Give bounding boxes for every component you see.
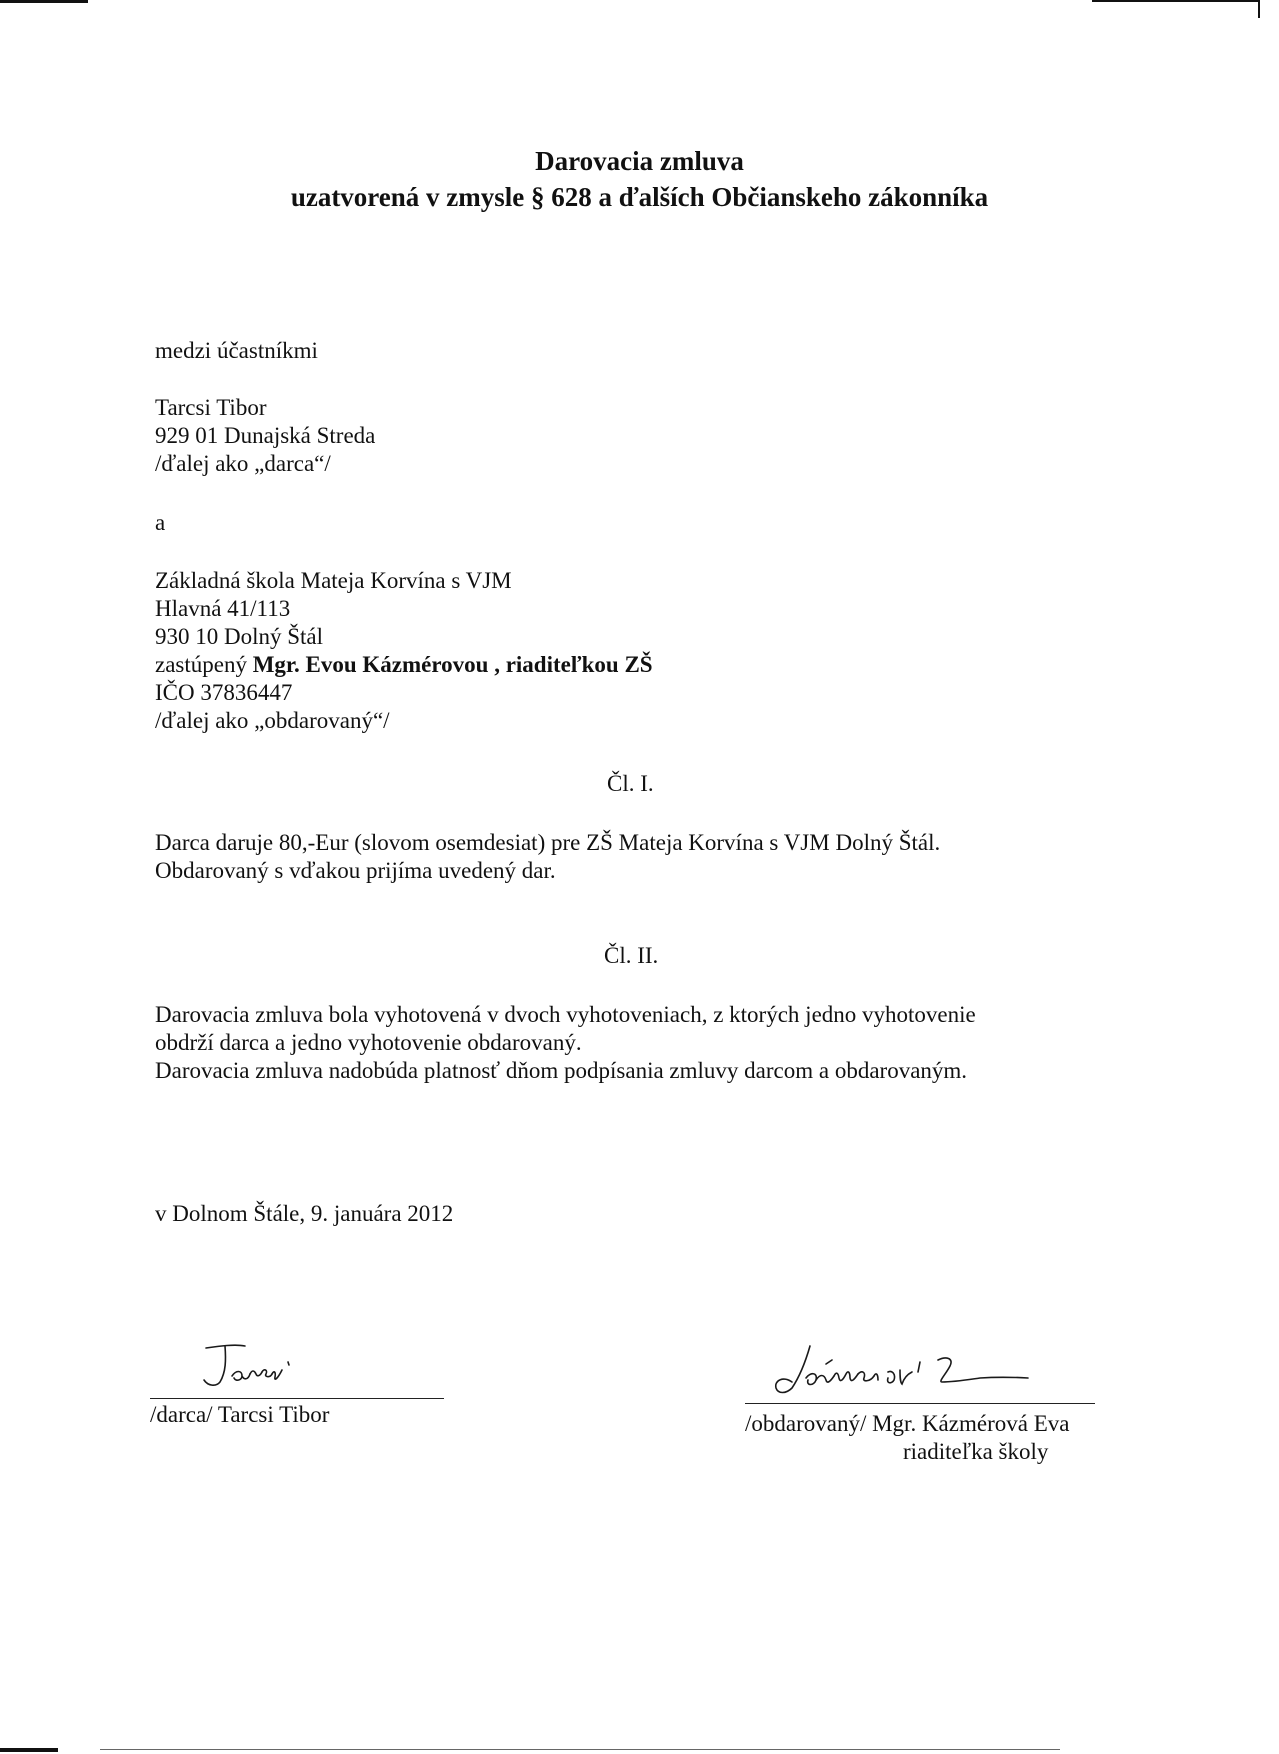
recipient-street: Hlavná 41/113 xyxy=(155,596,291,621)
recipient-signature-label: /obdarovaný/ Mgr. Kázmérová Eva xyxy=(745,1411,1070,1436)
article-1-line-2: Obdarovaný s vďakou prijíma uvedený dar. xyxy=(155,858,556,883)
article-1-heading: Čl. I. xyxy=(607,771,654,796)
article-1-line-1: Darca daruje 80,-Eur (slovom osemdesiat) pre ZŠ Mateja Korvína s VJM Dolný Štál. xyxy=(155,830,941,855)
donor-name: Tarcsi Tibor xyxy=(155,395,267,420)
article-2-line-3: Darovacia zmluva nadobúda platnosť dňom podpísania zmluvy darcom a obdarovaným. xyxy=(155,1058,968,1083)
place-and-date: v Dolnom Štále, 9. januára 2012 xyxy=(155,1201,454,1226)
recipient-signature-line xyxy=(745,1403,1095,1404)
recipient-city: 930 10 Dolný Štál xyxy=(155,624,324,649)
article-2-heading: Čl. II. xyxy=(604,943,659,968)
document-subtitle: uzatvorená v zmysle § 628 a ďalších Občianskeho zákonníka xyxy=(290,182,989,212)
intro-text: medzi účastníkmi xyxy=(155,338,318,363)
represented-by: Mgr. Evou Kázmérovou , riaditeľkou ZŠ xyxy=(252,652,653,677)
scan-edge-mark-top-right xyxy=(1092,0,1260,2)
represented-prefix: zastúpený xyxy=(155,652,253,677)
article-2-line-1: Darovacia zmluva bola vyhotovená v dvoch vyhotoveniach, z ktorých jedno vyhotovenie xyxy=(155,1002,976,1027)
recipient-signature-title: riaditeľka školy xyxy=(903,1439,1049,1464)
scan-edge-mark-bottom-left xyxy=(0,1748,58,1752)
donor-address: 929 01 Dunajská Streda xyxy=(155,423,376,448)
document-title: Darovacia zmluva xyxy=(535,146,744,176)
donor-signature xyxy=(200,1340,300,1400)
conjunction: a xyxy=(155,510,166,535)
donor-signature-label: /darca/ Tarcsi Tibor xyxy=(150,1402,330,1427)
recipient-role: /ďalej ako „obdarovaný“/ xyxy=(155,708,390,733)
donor-role: /ďalej ako „darca“/ xyxy=(155,451,331,476)
recipient-ico: IČO 37836447 xyxy=(155,680,293,705)
article-2-line-2: obdrží darca a jedno vyhotovenie obdarovaný. xyxy=(155,1030,582,1055)
scan-edge-mark-bottom xyxy=(100,1749,1060,1750)
scan-edge-mark-top-left xyxy=(0,0,88,3)
recipient-representative xyxy=(155,651,653,679)
recipient-signature xyxy=(770,1342,1040,1402)
donor-signature-line xyxy=(150,1398,444,1399)
recipient-name: Základná škola Mateja Korvína s VJM xyxy=(155,568,512,593)
scan-edge-mark-top-right-vertical xyxy=(1258,0,1260,18)
